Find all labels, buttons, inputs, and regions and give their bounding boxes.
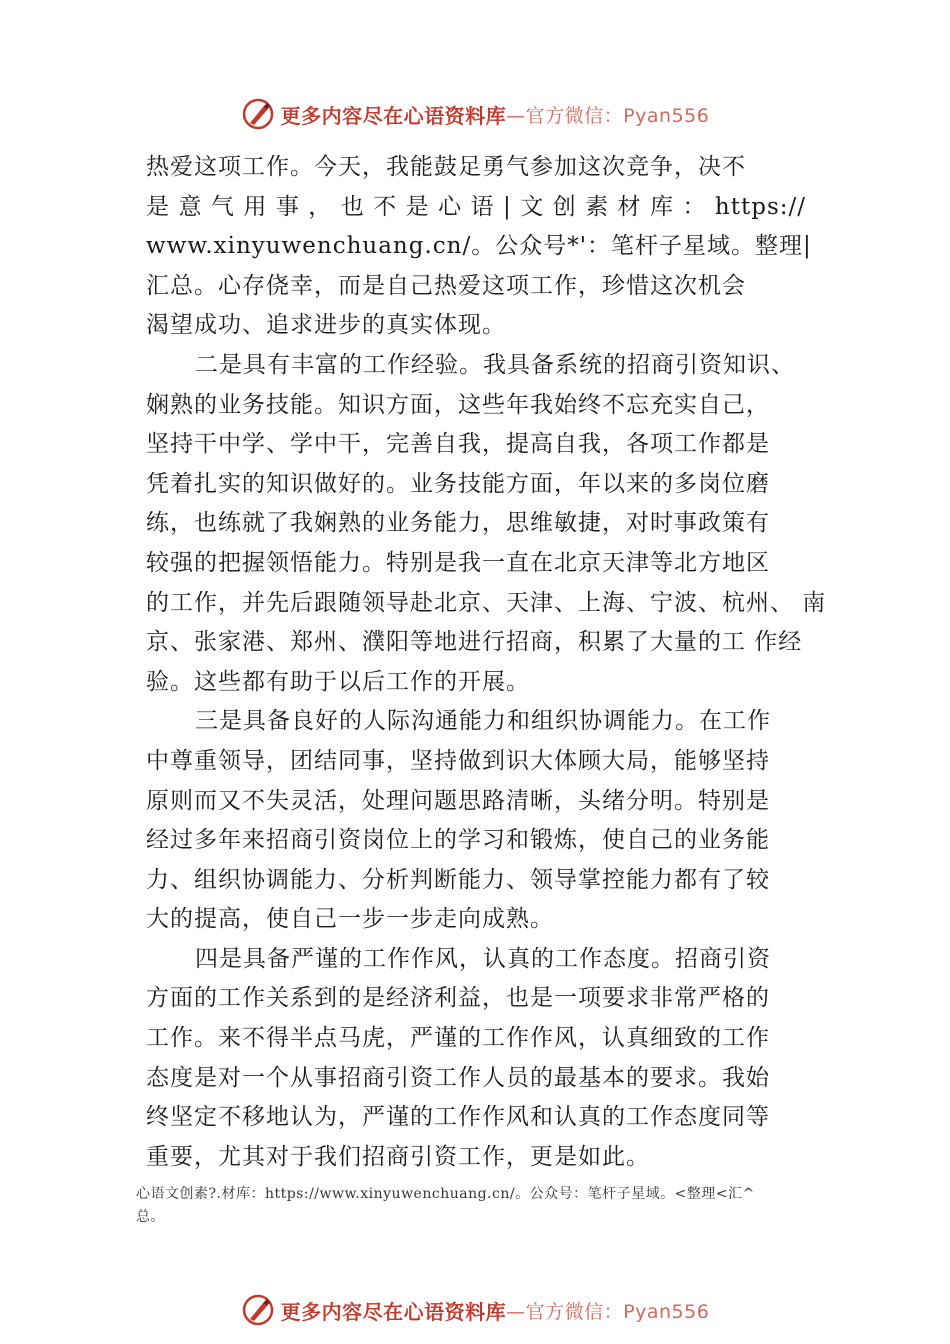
body-line: 汇总。心存侥幸，而是自己热爱这项工作，珍惜这次机会: [146, 272, 746, 299]
body-line: 凭着扎实的知识做好的。业务技能方面，年以来的多岗位磨: [146, 470, 770, 497]
source-footnote: [136, 1183, 846, 1229]
body-line: 渴望成功、追求进步的真实体现。: [146, 312, 506, 339]
paragraph-start-line: 三是具备良好的人际沟通能力和组织协调能力。在工作: [195, 708, 771, 735]
pen-nib-logo-icon: [241, 1293, 275, 1327]
body-line: 较强的把握领悟能力。特别是我一直在北京天津等北方地区: [146, 549, 770, 576]
body-line: 方面的工作关系到的是经济利益，也是一项要求非常严格的: [146, 985, 770, 1012]
body-line: 大的提高，使自己一步一步走向成熟。: [146, 906, 554, 933]
body-line: 力、组织协调能力、分析判断能力、领导掌控能力都有了较: [146, 866, 770, 893]
body-line: 工作。来不得半点马虎，严谨的工作作风，认真细致的工作: [146, 1025, 770, 1052]
body-line: 坚持干中学、学中干，完善自我，提高自我，各项工作都是: [146, 431, 770, 458]
body-line: 娴熟的业务技能。知识方面，这些年我始终不忘充实自己，: [146, 391, 770, 418]
body-line: www.xinyuwenchuang.cn/。公众号*'：笔杆子星域。整理|: [146, 233, 812, 260]
body-line: 是意气用事，也不是心语|文创素材库：https://: [146, 193, 806, 220]
footer-banner: [0, 1290, 950, 1330]
body-line: 终坚定不移地认为，严谨的工作作风和认真的工作态度同等: [146, 1104, 770, 1131]
banner-wechat-text: —官方微信：Pyan556: [506, 1300, 710, 1323]
document-body: [146, 148, 827, 1177]
body-line: 态度是对一个从事招商引资工作人员的最基本的要求。我始: [146, 1064, 770, 1091]
body-line: 热爱这项工作。今天，我能鼓足勇气参加这次竞争，决不: [146, 154, 746, 180]
header-banner: [0, 94, 950, 134]
footnote-line: 心语文创素?.材库：https://www.xinyuwenchuang.cn/。公众号：笔杆子星域。<整理<汇^: [136, 1186, 755, 1202]
body-line: 练，也练就了我娴熟的业务能力，思维敏捷，对时事政策有: [146, 510, 770, 537]
body-line: 经过多年来招商引资岗位上的学习和锻炼，使自己的业务能: [146, 827, 770, 854]
body-line: 验。这些都有助于以后工作的开展。: [146, 668, 530, 695]
body-line: 重要，尤其对于我们招商引资工作，更是如此。: [146, 1143, 650, 1170]
body-line: 京、张家港、郑州、濮阳等地进行招商，积累了大量的工 作经: [146, 629, 803, 656]
body-line: 的工作，并先后跟随领导赴北京、天津、上海、宁波、杭州、 南: [146, 589, 827, 616]
body-line: 中尊重领导，团结同事，坚持做到识大体顾大局，能够坚持: [146, 747, 770, 774]
paragraph-start-line: 四是具备严谨的工作作风，认真的工作态度。招商引资: [195, 945, 771, 972]
footnote-line: 总。: [136, 1209, 165, 1225]
banner-main-text: 更多内容尽在心语资料库: [280, 1299, 507, 1324]
banner-wechat-text: —官方微信：Pyan556: [506, 104, 710, 127]
paragraph-start-line: 二是具有丰富的工作经验。我具备系统的招商引资知识、: [195, 351, 795, 378]
pen-nib-logo-icon: [241, 97, 275, 131]
banner-main-text: 更多内容尽在心语资料库: [280, 103, 507, 128]
body-line: 原则而又不失灵活，处理问题思路清晰，头绪分明。特别是: [146, 787, 770, 814]
